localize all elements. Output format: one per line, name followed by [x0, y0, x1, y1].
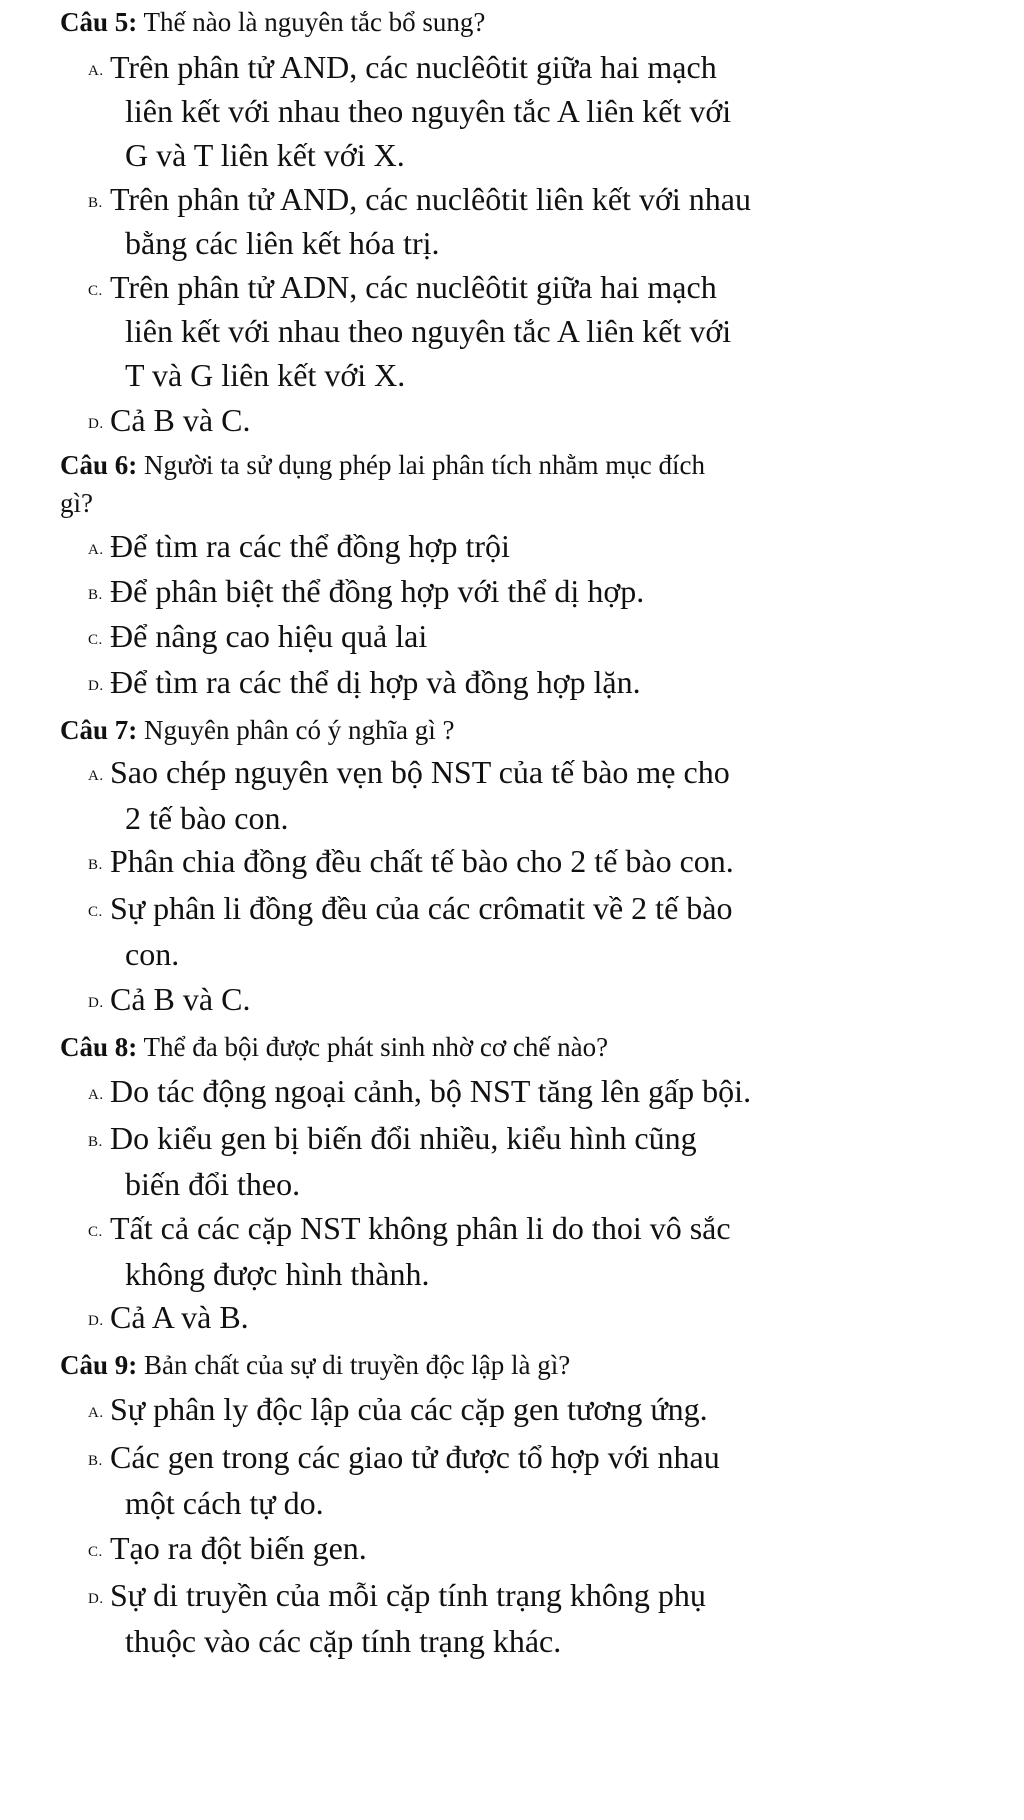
option-letter: D.	[88, 1313, 104, 1329]
option-text: thuộc vào các cặp tính trạng khác.	[125, 1623, 562, 1659]
option-letter: B.	[88, 1453, 103, 1469]
option-text: Các gen trong các giao tử được tổ hợp với nhau	[110, 1439, 720, 1475]
option-letter: C.	[88, 904, 103, 920]
question-7-number: Câu 7:	[60, 715, 138, 745]
option-letter: D.	[88, 995, 104, 1011]
question-5-title	[60, 5, 485, 39]
option-letter: C.	[88, 1544, 103, 1560]
option-letter: D.	[88, 416, 104, 432]
option-text: không được hình thành.	[125, 1256, 430, 1292]
option-text: Sự phân ly độc lập của các cặp gen tương ứng.	[110, 1391, 708, 1427]
option-letter: B.	[88, 587, 103, 603]
question-6-number: Câu 6:	[60, 450, 138, 480]
option-text: Tạo ra đột biến gen.	[110, 1530, 367, 1566]
option-text: Cả A và B.	[110, 1299, 249, 1335]
option-text: Phân chia đồng đều chất tế bào cho 2 tế bào con.	[110, 843, 734, 879]
option-text: một cách tự do.	[125, 1485, 324, 1521]
option-text: Tất cả các cặp NST không phân li do thoi vô sắc	[110, 1210, 731, 1246]
question-9-title	[60, 1348, 570, 1382]
option-letter: B.	[88, 1134, 103, 1150]
option-text: liên kết với nhau theo nguyên tắc A liên kết với	[125, 313, 732, 349]
option-text: Sự di truyền của mỗi cặp tính trạng không phụ	[110, 1577, 706, 1613]
question-6-title	[60, 448, 705, 482]
question-9-text: Bản chất của sự di truyền độc lập là gì?	[137, 1350, 571, 1380]
question-5-number: Câu 5:	[60, 7, 138, 37]
question-9-number: Câu 9:	[60, 1350, 138, 1380]
option-text: Sao chép nguyên vẹn bộ NST của tế bào mẹ cho	[110, 754, 730, 790]
option-text: Do kiểu gen bị biến đổi nhiều, kiểu hình cũng	[110, 1120, 697, 1156]
option-text: Để tìm ra các thể đồng hợp trội	[110, 528, 510, 564]
option-text: Trên phân tử AND, các nuclêôtit giữa hai mạch	[110, 49, 717, 85]
option-text: 2 tế bào con.	[125, 800, 289, 836]
option-letter: B.	[88, 195, 103, 211]
option-letter: D.	[88, 678, 104, 694]
option-text: Cả B và C.	[110, 402, 251, 438]
question-5-text: Thế nào là nguyên tắc bổ sung?	[137, 7, 486, 37]
option-text: liên kết với nhau theo nguyên tắc A liên kết với	[125, 93, 732, 129]
option-letter: C.	[88, 283, 103, 299]
option-text: Do tác động ngoại cảnh, bộ NST tăng lên gấp bội.	[110, 1073, 752, 1109]
option-text: Để nâng cao hiệu quả lai	[110, 618, 428, 654]
option-text: T và G liên kết với X.	[125, 357, 406, 393]
option-text: bằng các liên kết hóa trị.	[125, 225, 440, 261]
option-text: biến đổi theo.	[125, 1166, 301, 1202]
option-letter: A.	[88, 1087, 104, 1103]
option-letter: A.	[88, 63, 104, 79]
option-letter: A.	[88, 1405, 104, 1421]
option-text: con.	[125, 936, 180, 972]
option-letter: A.	[88, 542, 104, 558]
option-letter: C.	[88, 1224, 103, 1240]
question-6-text: Người ta sử dụng phép lai phân tích nhằm mục đích	[137, 450, 705, 480]
question-8-number: Câu 8:	[60, 1032, 138, 1062]
question-8-text: Thể đa bội được phát sinh nhờ cơ chế nào?	[137, 1032, 609, 1062]
question-7-title	[60, 713, 454, 747]
option-text: Sự phân li đồng đều của các crômatit về 2 tế bào	[110, 890, 733, 926]
option-text: Để tìm ra các thể dị hợp và đồng hợp lặn.	[110, 664, 641, 700]
question-8-title	[60, 1030, 608, 1064]
option-text: Cả B và C.	[110, 981, 251, 1017]
option-letter: D.	[88, 1591, 104, 1607]
option-text: G và T liên kết với X.	[125, 137, 405, 173]
question-6-title-cont: gì?	[60, 488, 93, 518]
option-letter: A.	[88, 768, 104, 784]
option-text: Để phân biệt thể đồng hợp với thể dị hợp.	[110, 573, 645, 609]
option-text: Trên phân tử ADN, các nuclêôtit giữa hai mạch	[110, 269, 717, 305]
question-7-text: Nguyên phân có ý nghĩa gì ?	[137, 715, 455, 745]
option-text: Trên phân tử AND, các nuclêôtit liên kết với nhau	[110, 181, 751, 217]
option-letter: B.	[88, 857, 103, 873]
option-letter: C.	[88, 632, 103, 648]
